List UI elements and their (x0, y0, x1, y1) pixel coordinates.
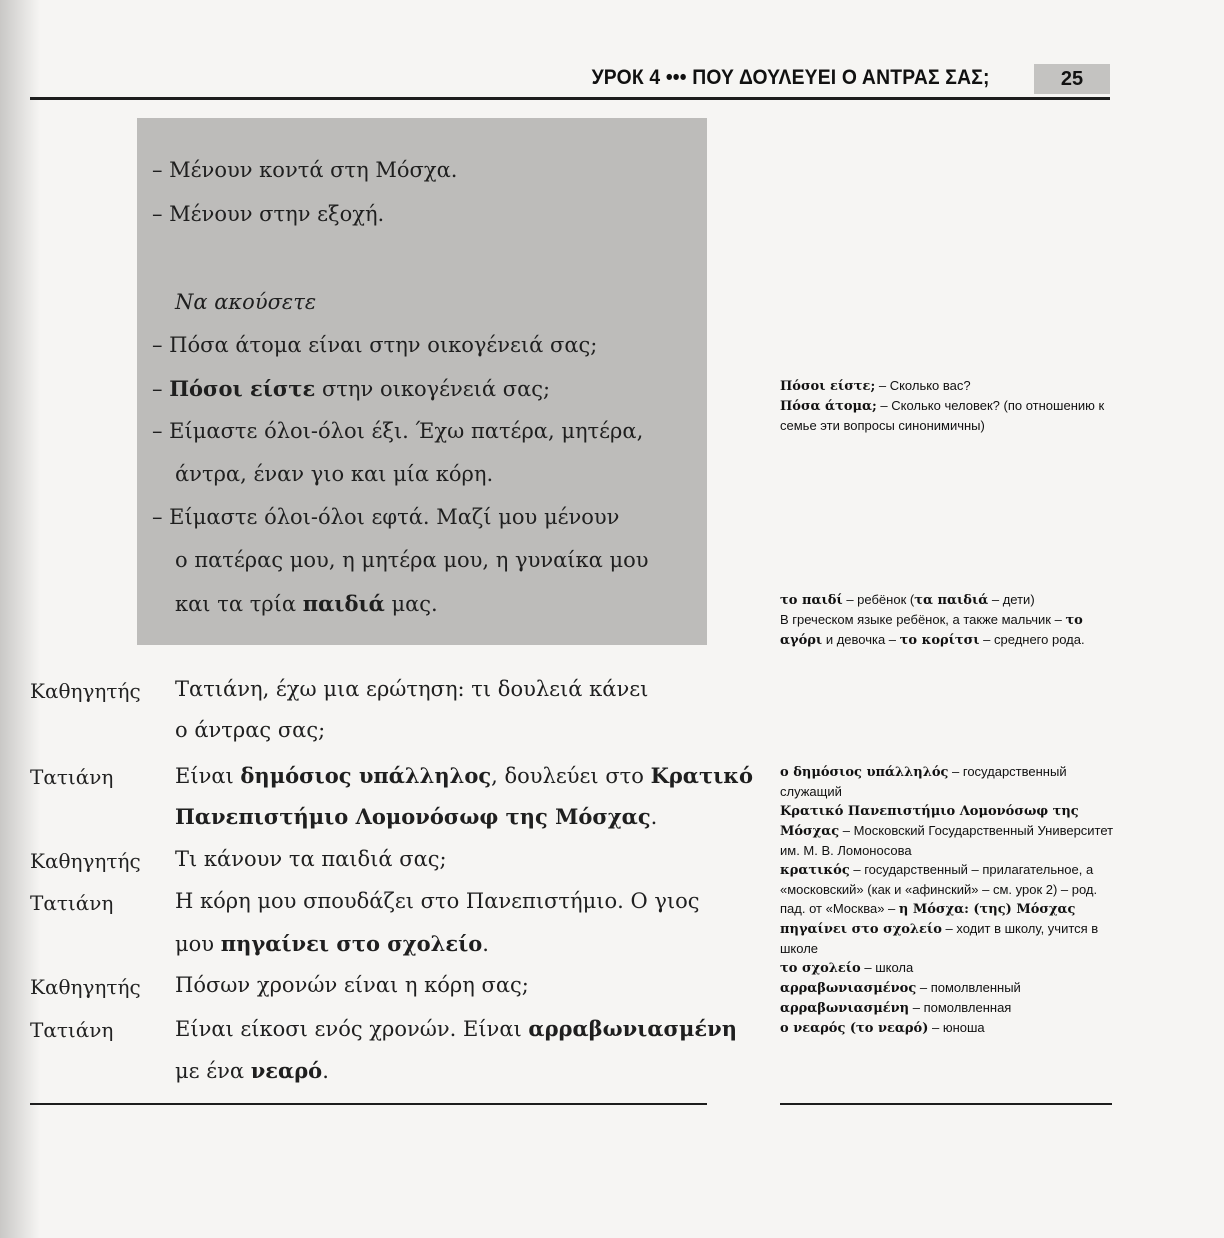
text-run: μας. (384, 592, 438, 616)
text-run: Είναι (175, 764, 241, 788)
dialogue-line (175, 804, 657, 829)
gloss-term: η Μόσχα: (της) Μόσχας (898, 902, 1076, 917)
box-line-1: – Μένουν κοντά στη Μόσχα. (152, 158, 458, 182)
box-line-9 (175, 591, 438, 616)
gloss-term: Πόσα άτομα; (780, 399, 877, 414)
gloss-entry (780, 958, 1120, 978)
gloss-definition: – юноша (928, 1020, 985, 1035)
text-run: – (152, 377, 170, 401)
gloss-term: το αγόρι (780, 613, 1083, 648)
box-line-7: – Είμαστε όλοι-όλοι εφτά. Μαζί μου μένουν (152, 505, 620, 529)
gloss-term: το σχολείο (780, 961, 861, 976)
gloss-term: πηγαίνει στο σχολείο (780, 922, 942, 937)
dialogue-line: Πόσων χρονών είναι η κόρη σας; (175, 973, 529, 997)
keyword-bold: Πόσοι είστε (169, 376, 316, 401)
gloss-entry (780, 998, 1120, 1018)
dialogue-line (175, 1016, 737, 1041)
gloss-definition: и девочка – (822, 632, 900, 647)
header-rule (30, 97, 1110, 100)
keyword-bold: πηγαίνει στο σχολείο (220, 931, 483, 956)
gloss-definition: – дети) (988, 592, 1035, 607)
dialogue-line (175, 763, 753, 788)
gloss-note-3 (780, 762, 1120, 1038)
gloss-note-2 (780, 590, 1120, 650)
dialogue-line (175, 1058, 329, 1083)
gloss-term: αρραβωνιασμένη (780, 1001, 910, 1016)
dialogue-line (175, 931, 489, 956)
speaker-label: Καθηγητής (30, 975, 141, 999)
gloss-definition: – школа (860, 960, 914, 975)
gloss-entry (780, 1018, 1120, 1038)
box-line-5: – Είμαστε όλοι-όλοι έξι. Έχω πατέρα, μητέρα, (152, 419, 644, 443)
box-line-3: – Πόσα άτομα είναι στην οικογένειά σας; (152, 333, 598, 357)
keyword-bold: δημόσιος υπάλληλος (240, 763, 492, 788)
gloss-term: ο δημόσιος υπάλληλός (780, 765, 949, 780)
speaker-label: Καθηγητής (30, 849, 141, 873)
gloss-term: Πόσοι είστε; (780, 379, 876, 394)
gloss-entry (780, 919, 1120, 958)
gloss-definition: – ходит в школу, учится в школе (780, 921, 1099, 956)
gloss-term: το παιδί (780, 593, 843, 608)
dialogue-line: ο άντρας σας; (175, 718, 326, 742)
page-number: 25 (1034, 64, 1110, 94)
gloss-entry (780, 376, 1120, 396)
gloss-term: Κρατικό Πανεπιστήμιο Λομονόσωφ της Μόσχας (780, 804, 1079, 839)
gloss-entry (780, 610, 1120, 650)
dialogue-line: Τι κάνουν τα παιδιά σας; (175, 847, 447, 871)
gloss-entry (780, 978, 1120, 998)
box-line-2: – Μένουν στην εξοχή. (152, 202, 385, 226)
box-line-6: άντρα, έναν γιο και μία κόρη. (175, 462, 494, 486)
page-gutter-shadow (0, 0, 40, 1238)
gloss-entry (780, 396, 1120, 435)
gloss-definition: В греческом языке ребёнок, а также мальчик – (780, 612, 1066, 627)
text-run: και τα τρία (175, 592, 303, 616)
speaker-label: Τατιάνη (30, 765, 114, 789)
keyword-bold: νεαρό (250, 1058, 323, 1083)
dialogue-line: Τατιάνη, έχω μια ερώτηση: τι δουλειά κάνει (175, 677, 649, 701)
gloss-term: ο νεαρός (το νεαρό) (780, 1021, 929, 1036)
keyword-bold: παιδιά (302, 591, 385, 616)
gloss-term: αρραβωνιασμένος (780, 981, 917, 996)
main-bottom-rule (30, 1103, 707, 1105)
gloss-term: τα παιδιά (914, 593, 989, 608)
gloss-definition: – Московский Государственный Университет им. М. В. Ломоносова (780, 823, 1114, 858)
section-heading: Να ακούσετε (175, 290, 317, 314)
gloss-entry (780, 590, 1120, 610)
speaker-label: Τατιάνη (30, 1018, 114, 1042)
keyword-bold: Πανεπιστήμιο Λομονόσωφ της Μόσχας (175, 804, 651, 829)
gloss-entry (780, 860, 1120, 919)
gloss-definition: – государственный – прилагательное, а «московский» (как и «афинский» – см. урок 2) – род. пад. от «Москва» – (780, 862, 1098, 916)
text-run: . (650, 805, 658, 829)
box-line-8: ο πατέρας μου, η μητέρα μου, η γυναίκα μου (175, 548, 649, 572)
gloss-definition: – помолвленная (909, 1000, 1012, 1015)
gloss-definition: – государственный служащий (780, 764, 1067, 799)
gloss-definition: – ребёнок ( (842, 592, 915, 607)
text-run: . (322, 1059, 329, 1083)
keyword-bold: αρραβωνιασμένη (528, 1016, 737, 1041)
gloss-definition: – помолвленный (916, 980, 1021, 995)
text-run: , δουλεύει στο (491, 764, 651, 788)
text-run: μου (175, 932, 221, 956)
gloss-note-1 (780, 376, 1120, 435)
running-header (30, 60, 1110, 100)
header-title: УРОК 4 ••• ΠΟΥ ΔΟΥΛΕΥΕΙ Ο ΑΝΤΡΑΣ ΣΑΣ; (591, 66, 990, 89)
gloss-definition: – среднего рода. (979, 632, 1085, 647)
gloss-term: κρατικός (780, 863, 850, 878)
gloss-entry (780, 762, 1120, 801)
speaker-label: Καθηγητής (30, 679, 141, 703)
gloss-definition: – Сколько вас? (875, 378, 971, 393)
box-line-4 (152, 376, 550, 401)
text-run: στην οικογένειά σας; (315, 377, 551, 401)
gloss-entry (780, 801, 1120, 860)
gloss-bottom-rule (780, 1103, 1112, 1105)
text-run: Είναι είκοσι ενός χρονών. Είναι (175, 1017, 529, 1041)
speaker-label: Τατιάνη (30, 891, 114, 915)
keyword-bold: Κρατικό (650, 763, 754, 788)
gloss-definition: – Сколько человек? (по отношению к семье эти вопросы синонимичны) (780, 398, 1105, 433)
dialogue-line: Η κόρη μου σπουδάζει στο Πανεπιστήμιο. Ο γιος (175, 889, 700, 913)
text-run: με ένα (175, 1059, 251, 1083)
gloss-term: το κορίτσι (899, 633, 980, 648)
text-run: . (482, 932, 489, 956)
